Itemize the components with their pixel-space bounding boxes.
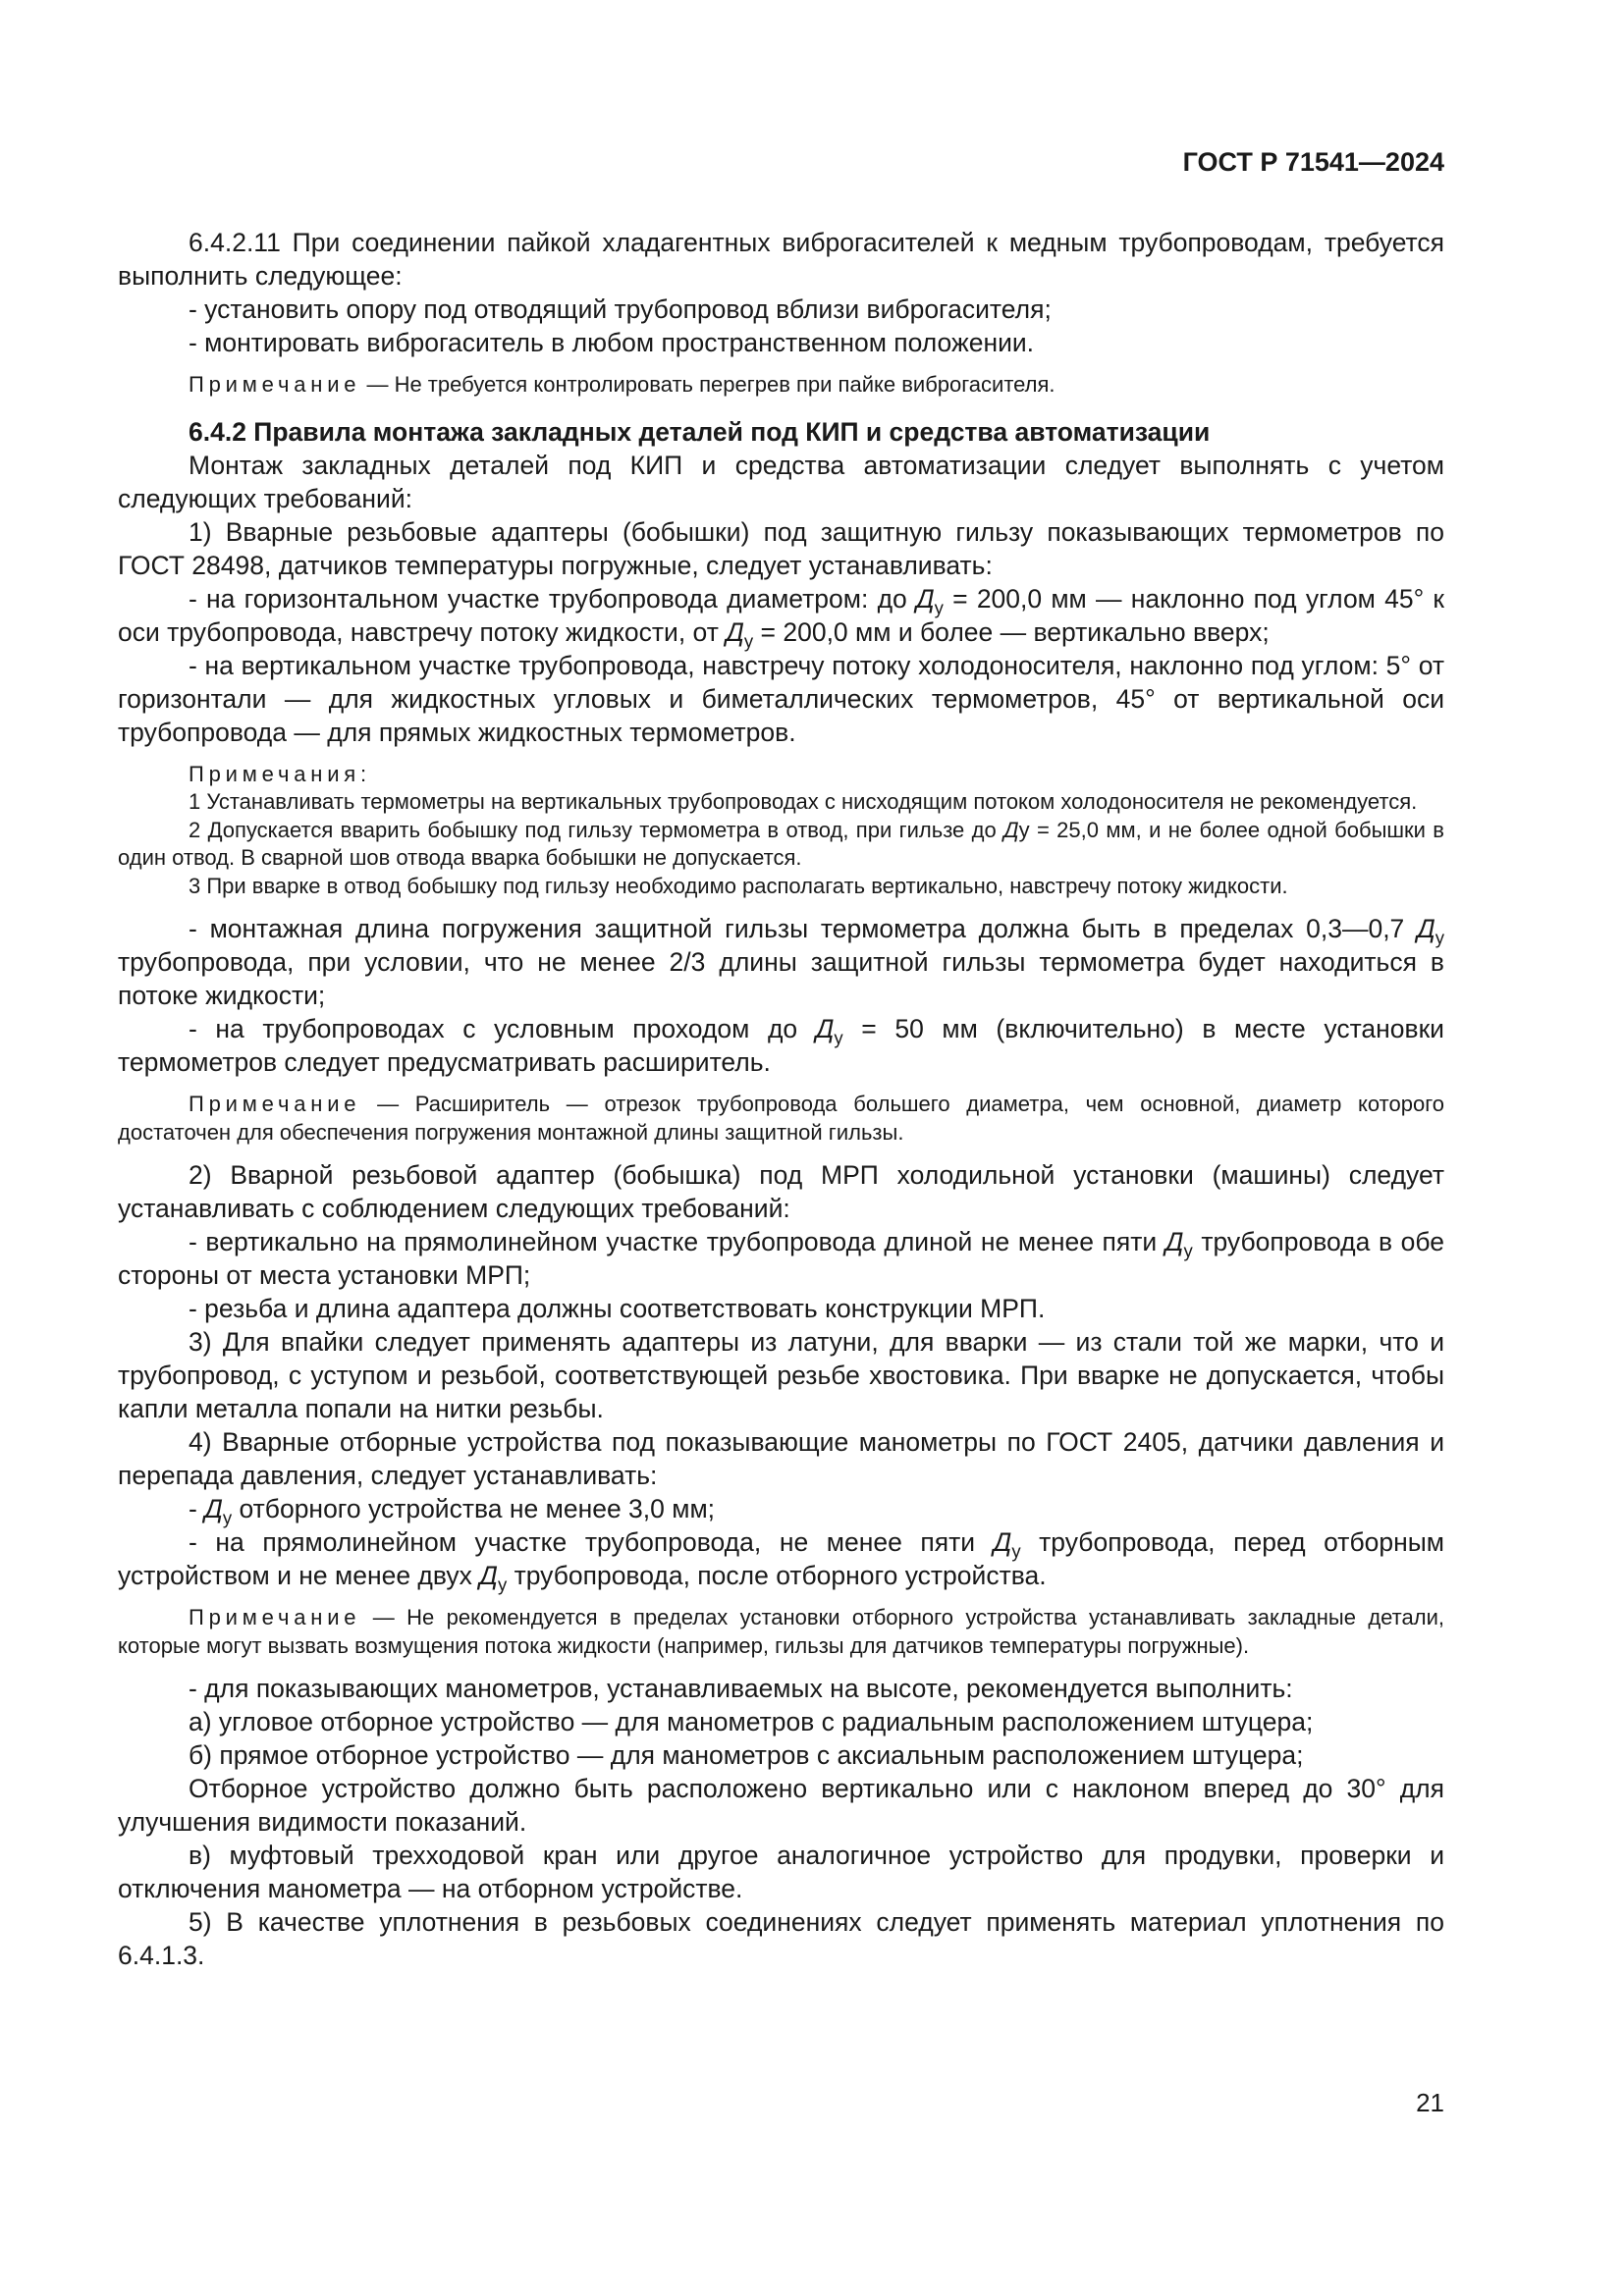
page-number: 21 [1416, 2088, 1444, 2117]
list-item: - на вертикальном участке трубопровода, навстречу потоку холодоносителя, наклонно под углом: 5° от горизонтали — для жидкостных угловых и биметаллических термометров, 45° от вертикальной оси трубопровода — для прямых жидкостных термометров. [118, 650, 1444, 747]
du-symbol: Д [726, 616, 744, 647]
list-item: - для показывающих манометров, устанавливаемых на высоте, рекомендуется выполнить: [189, 1674, 1293, 1703]
list-item: - установить опору под отводящий трубопровод вблизи виброгасителя; [189, 294, 1052, 324]
du-symbol: Д [204, 1494, 223, 1523]
note-text: — Расширитель — отрезок трубопровода большего диаметра, чем основной, диаметр которого достаточен для обеспечения погружения монтажной длины защитной гильзы. [118, 1092, 1444, 1145]
list-item: - на прямолинейном участке трубопровода, не менее пяти $Д_у$ трубопровода, перед отборным устройством и не менее двух $Д_у$ трубопровода, после отборного устройства. [118, 1527, 1444, 1595]
note-item: 2 Допускается вварить бобышку под гильзу термометра в отвод, при гильзе до Ду = 25,0 мм, и не более одной бобышки в один отвод. В сварной шов отвода вварка бобышки не допускается. [118, 817, 1444, 870]
list-item: - на горизонтальном участке трубопровода диаметром: до $Д_у = 200,0$ мм — наклонно под углом 45° к оси трубопровода, навстречу потоку жидкости, от $Д_у = 200,0$ мм и более — вертикально вверх; [118, 583, 1444, 651]
note-text: — Не рекомендуется в пределах установки отборного устройства устанавливать закладные детали, которые могут вызвать возмущения потока жидкости (например, гильзы для датчиков температуры погружные). [118, 1605, 1444, 1658]
paragraph: 4) Вварные отборные устройства под показывающие манометры по ГОСТ 2405, датчики давления и перепада давления, следует устанавливать: [118, 1427, 1444, 1490]
note-label: Примечание [189, 372, 361, 397]
note-item: 1 Устанавливать термометры на вертикальных трубопроводах с нисходящим потоком холодоносителя не рекомендуется. [189, 789, 1418, 814]
note-item: 3 При вварке в отвод бобышку под гильзу необходимо располагать вертикально, навстречу потоку жидкости. [189, 873, 1288, 898]
du-symbol: Д [993, 1527, 1012, 1557]
du-symbol: Д [1417, 914, 1435, 943]
list-item: - $Д_у$ отборного устройства не менее 3,0 мм; [189, 1494, 716, 1528]
note [118, 1604, 1444, 1660]
notes-label: Примечания: [189, 761, 371, 786]
section-title: 6.4.2 Правила монтажа закладных деталей под КИП и средства автоматизации [189, 416, 1211, 447]
document-body [118, 226, 1444, 1972]
paragraph: Отборное устройство должно быть расположено вертикально или с наклоном вперед до 30° для улучшения видимости показаний. [118, 1774, 1444, 1837]
note [118, 371, 1444, 400]
paragraph: 5) В качестве уплотнения в резьбовых соединениях следует применять материал уплотнения по 6.4.1.3. [118, 1907, 1444, 1970]
du-symbol: Д [815, 1014, 835, 1043]
du-symbol: Д [1164, 1227, 1184, 1256]
list-item: - монтажная длина погружения защитной гильзы термометра должна быть в пределах 0,3—0,7 $Д_у$ трубопровода, при условии, что не менее 2/3 длины защитной гильзы термометра будет находиться в потоке жидкости; [118, 914, 1444, 1010]
note-text: — Не требуется контролировать перегрев при пайке виброгасителя. [360, 372, 1056, 397]
paragraph: 2) Вварной резьбовой адаптер (бобышка) под МРП холодильной установки (машины) следует устанавливать с соблюдением следующих требований: [118, 1160, 1444, 1223]
paragraph: 3) Для впайки следует применять адаптеры из латуни, для вварки — из стали той же марки, что и трубопровод, с уступом и резьбой, соответствующей резьбе хвостовика. При вварке не допускается, чтобы капли металла попали на нитки резьбы. [118, 1327, 1444, 1423]
paragraph: Монтаж закладных деталей под КИП и средства автоматизации следует выполнять с учетом следующих требований: [118, 450, 1444, 513]
note-label: Примечание [189, 1092, 361, 1116]
clause-6-4-2-11: 6.4.2.11 При соединении пайкой хладагентных виброгасителей к медным трубопроводам, требуется выполнить следующее: [118, 228, 1444, 291]
du-symbol: Д [1003, 817, 1019, 842]
list-item: б) прямое отборное устройство — для манометров с аксиальным расположением штуцера; [189, 1740, 1304, 1770]
list-item: - вертикально на прямолинейном участке трубопровода длиной не менее пяти $Д_у$ трубопровода в обе стороны от места установки МРП; [118, 1227, 1444, 1290]
note [118, 1091, 1444, 1147]
list-item: а) угловое отборное устройство — для манометров с радиальным расположением штуцера; [189, 1707, 1314, 1736]
document-id: ГОСТ Р 71541—2024 [1182, 147, 1444, 177]
note-label: Примечание [189, 1605, 361, 1629]
list-item: - монтировать виброгаситель в любом пространственном положении. [189, 328, 1035, 357]
du-symbol: Д [479, 1561, 498, 1590]
list-item: - на трубопроводах с условным проходом до $Д_у = 50$ мм (включительно) в месте установки термометров следует предусматривать расширитель. [118, 1014, 1444, 1077]
paragraph: 1) Вварные резьбовые адаптеры (бобышки) под защитную гильзу показывающих термометров по ГОСТ 28498, датчиков температуры погружные, следует устанавливать: [118, 516, 1444, 580]
list-item: в) муфтовый трехходовой кран или другое аналогичное устройство для продувки, проверки и отключения манометра — на отборном устройстве. [118, 1841, 1444, 1903]
du-symbol: Д [915, 583, 935, 614]
list-item: - резьба и длина адаптера должны соответствовать конструкции МРП. [189, 1294, 1046, 1323]
